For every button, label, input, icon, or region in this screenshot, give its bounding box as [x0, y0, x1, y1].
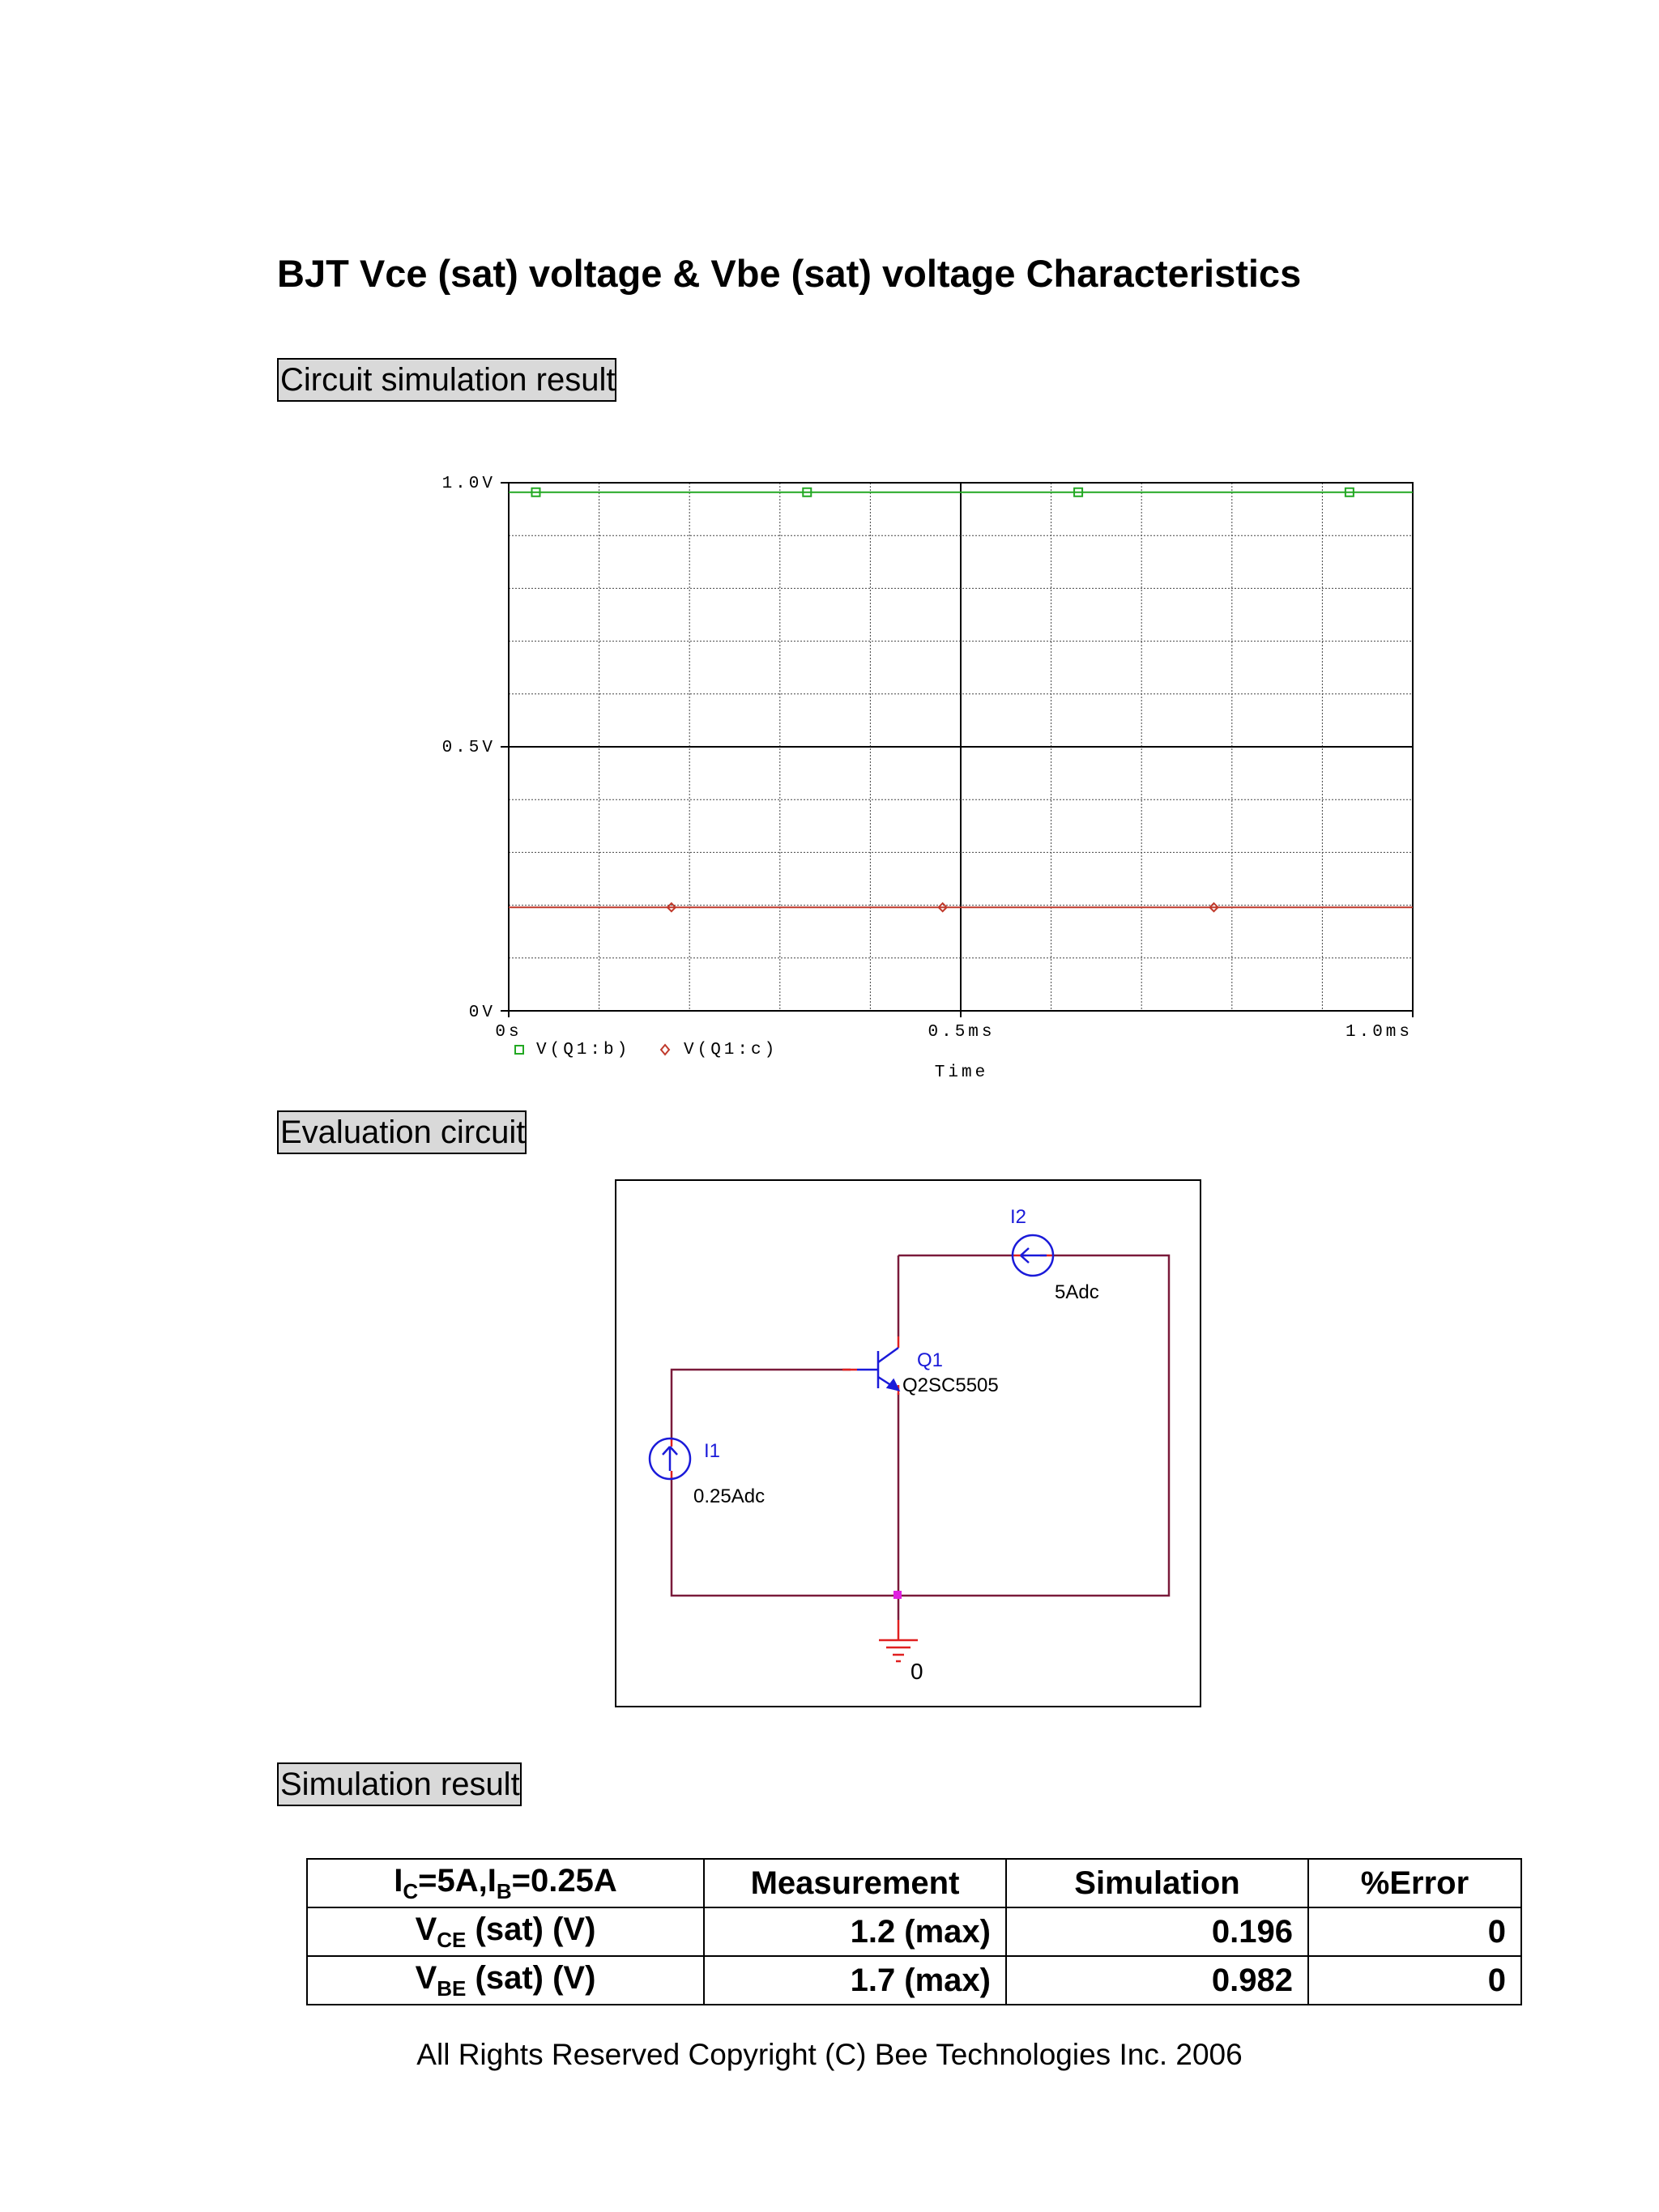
y-tick-label: 0V [468, 1004, 496, 1022]
q1-label: Q1 [917, 1349, 944, 1371]
current-source-i1-icon [650, 1438, 690, 1479]
y-tick-label: 0.5V [441, 739, 496, 757]
x-axis-label: Time [934, 1063, 989, 1082]
measurement-cell: 1.7 (max) [704, 1956, 1006, 2005]
header-measurement: Measurement [704, 1859, 1006, 1907]
page-title: BJT Vce (sat) voltage & Vbe (sat) voltage Characteristics [277, 252, 1302, 295]
q1-model: Q2SC5505 [902, 1375, 999, 1396]
circuit-stubs [672, 1255, 1053, 1639]
i2-label: I2 [1010, 1206, 1027, 1228]
error-cell: 0 [1308, 1956, 1521, 2005]
simulation-cell: 0.982 [1006, 1956, 1308, 2005]
row-label: $V_{CE}$ (sat) (V) [307, 1907, 704, 1956]
x-tick-label: 1.0ms [1345, 1023, 1413, 1042]
transistor-q1-icon [857, 1348, 898, 1390]
i1-value: 0.25Adc [693, 1485, 766, 1507]
section-label-simulation-result: Simulation result [277, 1762, 522, 1806]
copyright-footer: All Rights Reserved Copyright (C) Bee Technologies Inc. 2006 [416, 2038, 1243, 2071]
x-tick-label: 0s [495, 1023, 522, 1042]
section-label-circuit-simulation: Circuit simulation result [277, 358, 616, 402]
junction-node [893, 1591, 902, 1599]
x-tick-label: 0.5ms [928, 1023, 996, 1042]
ground-label: 0 [911, 1659, 923, 1684]
header-simulation: Simulation [1006, 1859, 1308, 1907]
row-label: $V_{BE}$ (sat) (V) [307, 1956, 704, 2005]
table-row [307, 1956, 1521, 2005]
legend-label: V(Q1:b) [536, 1041, 631, 1059]
i2-value: 5Adc [1055, 1281, 1099, 1303]
table-header-row [307, 1859, 1521, 1907]
table-row [307, 1907, 1521, 1956]
section-label-evaluation-circuit: Evaluation circuit [277, 1110, 527, 1154]
legend-label: V(Q1:c) [684, 1041, 778, 1059]
simulation-cell: 0.196 [1006, 1907, 1308, 1956]
header-error: %Error [1308, 1859, 1521, 1907]
circuit-wires [672, 1255, 1169, 1620]
results-table [306, 1858, 1522, 2005]
y-tick-label: 1.0V [441, 475, 496, 493]
error-cell: 0 [1308, 1907, 1521, 1956]
header-condition: $I_C=5A,I_B=0.25A$ [307, 1859, 704, 1907]
measurement-cell: 1.2 (max) [704, 1907, 1006, 1956]
i1-label: I1 [704, 1440, 721, 1462]
